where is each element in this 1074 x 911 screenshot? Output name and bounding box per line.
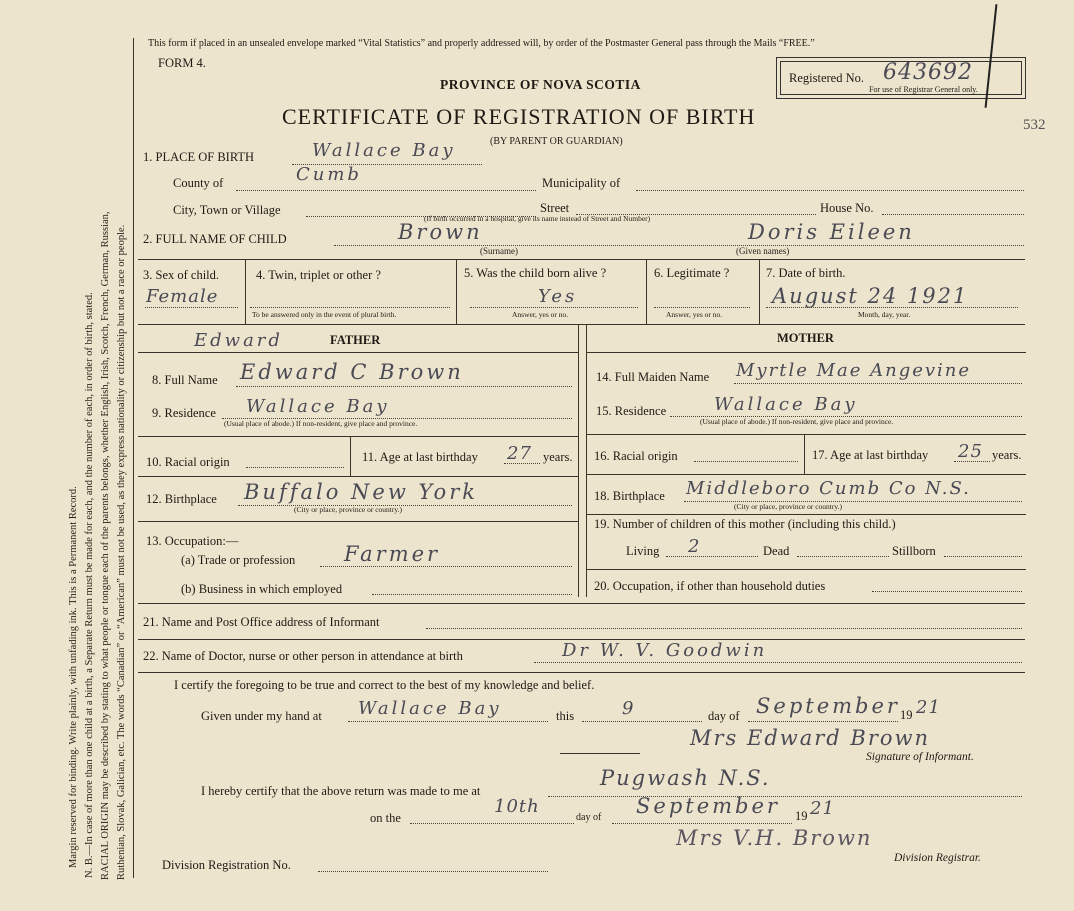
value-year: 21	[916, 697, 941, 718]
page-subtitle: (BY PARENT OR GUARDIAN)	[490, 136, 623, 147]
registrar-signature: Mrs V.H. Brown	[676, 826, 873, 850]
label-father-birthplace: 12. Birthplace	[146, 492, 217, 506]
label-division-no: Division Registration No.	[162, 858, 291, 872]
label-full-name: 2. FULL NAME OF CHILD	[143, 232, 287, 246]
label-dead: Dead	[763, 544, 790, 558]
label-trade: (a) Trade or profession	[181, 553, 296, 567]
certify-statement: I certify the foregoing to be true and correct to the best of my knowledge and belief.	[174, 678, 595, 692]
value-father-trade: Farmer	[344, 542, 441, 566]
value-mother-birthplace: Middleboro Cumb Co N.S.	[686, 478, 971, 499]
municipality-line	[636, 190, 1024, 191]
margin-line-1: Margin reserved for binding. Write plainly, with unfading ink. This is a Permanent Record.	[68, 486, 79, 868]
value-doctor: Dr W. V. Goodwin	[562, 640, 768, 661]
label-hereby: I hereby certify that the above return was made to me at	[201, 784, 481, 798]
label-mother-name: 14. Full Maiden Name	[596, 370, 710, 384]
label-given-under: Given under my hand at	[201, 709, 322, 723]
label-municipality: Municipality of	[542, 176, 621, 190]
value-alive: Yes	[538, 286, 578, 307]
label-children: 19. Number of children of this mother (including this child.)	[594, 517, 896, 531]
value-given-names: Doris Eileen	[748, 220, 915, 244]
value-month: September	[756, 694, 900, 718]
label-dob: 7. Date of birth.	[766, 266, 846, 280]
hospital-note: (If birth occurred in a hospital, give its name instead of Street and Number)	[424, 214, 651, 223]
legitimate-note: Answer, yes or no.	[666, 310, 723, 319]
label-division-registrar: Division Registrar.	[894, 852, 981, 864]
label-living: Living	[626, 544, 660, 558]
label-legitimate: 6. Legitimate ?	[654, 266, 730, 280]
value-surname: Brown	[398, 220, 483, 244]
label-mother-racial: 16. Racial origin	[594, 449, 678, 463]
father-heading: FATHER	[330, 333, 381, 347]
dob-note: Month, day, year.	[858, 310, 911, 319]
value-dob: August 24 1921	[772, 284, 969, 308]
page-title: CERTIFICATE OF REGISTRATION OF BIRTH	[282, 104, 756, 129]
value-received-month: September	[636, 794, 780, 818]
mother-heading: MOTHER	[777, 331, 834, 345]
label-stillborn: Stillborn	[892, 544, 936, 558]
value-mother-age: 25	[958, 441, 983, 462]
label-year-prefix: 19	[900, 708, 913, 722]
label-on-the: on the	[370, 811, 401, 825]
father-birthplace-note: (City or place, province or country.)	[294, 505, 403, 514]
margin-line-2: N. B.—In case of more than one child at a birth, a Separate Return must be made for each, and the number of each, in order of birth, stated.	[84, 292, 95, 878]
value-received-at: Pugwash N.S.	[600, 766, 771, 790]
value-father-birthplace: Buffalo New York	[244, 480, 478, 504]
label-mother-age: 17. Age at last birthday	[812, 448, 929, 462]
value-received-year: 21	[810, 798, 835, 819]
label-sex: 3. Sex of child.	[143, 268, 220, 282]
father-given-note: Edward	[194, 330, 283, 351]
mailing-notice: This form if placed in an unsealed envelope marked “Vital Statistics” and properly addressed will, by order of the Postmaster General pass through the Mails “FREE.”	[148, 38, 815, 49]
label-informant: 21. Name and Post Office address of Informant	[143, 615, 380, 629]
value-mother-name: Myrtle Mae Angevine	[736, 360, 972, 381]
value-father-name: Edward C Brown	[240, 360, 464, 384]
label-twin: 4. Twin, triplet or other ?	[256, 268, 381, 282]
label-day-of-2: day of	[576, 812, 602, 823]
value-father-age: 27	[507, 443, 532, 464]
value-sex: Female	[146, 286, 219, 307]
province-heading: PROVINCE OF NOVA SCOTIA	[440, 77, 641, 92]
margin-line-4: Ruthenian, Slovak, Galician, etc. The words “Canadian” or “American” must not be used, as they express nationality or citizenship but not a race or people.	[116, 224, 127, 880]
registered-label: Registered No.	[789, 71, 864, 85]
informant-signature: Mrs Edward Brown	[690, 726, 931, 750]
label-business: (b) Business in which employed	[181, 582, 343, 596]
label-father-racial: 10. Racial origin	[146, 455, 230, 469]
margin-divider	[133, 38, 134, 878]
label-signature-informant: Signature of Informant.	[866, 751, 974, 763]
label-father-age: 11. Age at last birthday	[362, 450, 478, 464]
alive-note: Answer, yes or no.	[512, 310, 569, 319]
margin-line-3: RACIAL ORIGIN may be described by stating to what people or tongue each of the parents belongs, whether English, Irish, Scotch, French, German, Russian,	[100, 211, 111, 880]
father-abode-note: (Usual place of abode.) If non-resident, give place and province.	[224, 419, 418, 428]
father-years: years.	[543, 450, 573, 464]
value-living: 2	[688, 536, 703, 557]
value-given-at: Wallace Bay	[358, 698, 502, 719]
label-year-prefix-2: 19	[795, 809, 808, 823]
registered-note: For use of Registrar General only.	[869, 85, 978, 94]
registered-number: 643692	[883, 60, 973, 85]
label-doctor: 22. Name of Doctor, nurse or other person in attendance at birth	[143, 649, 463, 663]
label-mother-residence: 15. Residence	[596, 404, 667, 418]
label-place-of-birth: 1. PLACE OF BIRTH	[143, 150, 255, 164]
label-father-residence: 9. Residence	[152, 406, 216, 420]
label-mother-occupation: 20. Occupation, if other than household duties	[594, 579, 826, 593]
label-street: Street	[540, 201, 570, 215]
value-day: 9	[622, 698, 637, 719]
label-father-name: 8. Full Name	[152, 373, 218, 387]
value-place-of-birth: Wallace Bay	[312, 140, 456, 161]
value-received-day: 10th	[494, 796, 540, 817]
label-this: this	[556, 709, 575, 723]
county-line	[236, 190, 536, 191]
house-line	[882, 214, 1024, 215]
value-county: Cumb	[296, 164, 362, 185]
mother-years: years.	[992, 448, 1022, 462]
mother-birthplace-note: (City or place, province or country.)	[734, 502, 843, 511]
twin-note: To be answered only in the event of plural birth.	[252, 310, 397, 319]
form-number: FORM 4.	[158, 56, 206, 70]
label-city: City, Town or Village	[173, 203, 281, 217]
label-county: County of	[173, 176, 224, 190]
label-mother-birthplace: 18. Birthplace	[594, 489, 665, 503]
given-names-note: (Given names)	[736, 246, 790, 256]
label-day-of: day of	[708, 709, 740, 723]
full-name-line	[334, 245, 1024, 246]
value-mother-residence: Wallace Bay	[714, 394, 858, 415]
label-alive: 5. Was the child born alive ?	[464, 266, 607, 280]
surname-note: (Surname)	[480, 246, 518, 256]
value-father-residence: Wallace Bay	[246, 396, 390, 417]
label-house: House No.	[820, 201, 874, 215]
corner-stamp: 532	[1023, 117, 1046, 133]
label-occupation: 13. Occupation:—	[146, 534, 239, 548]
mother-abode-note: (Usual place of abode.) If non-resident, give place and province.	[700, 417, 894, 426]
